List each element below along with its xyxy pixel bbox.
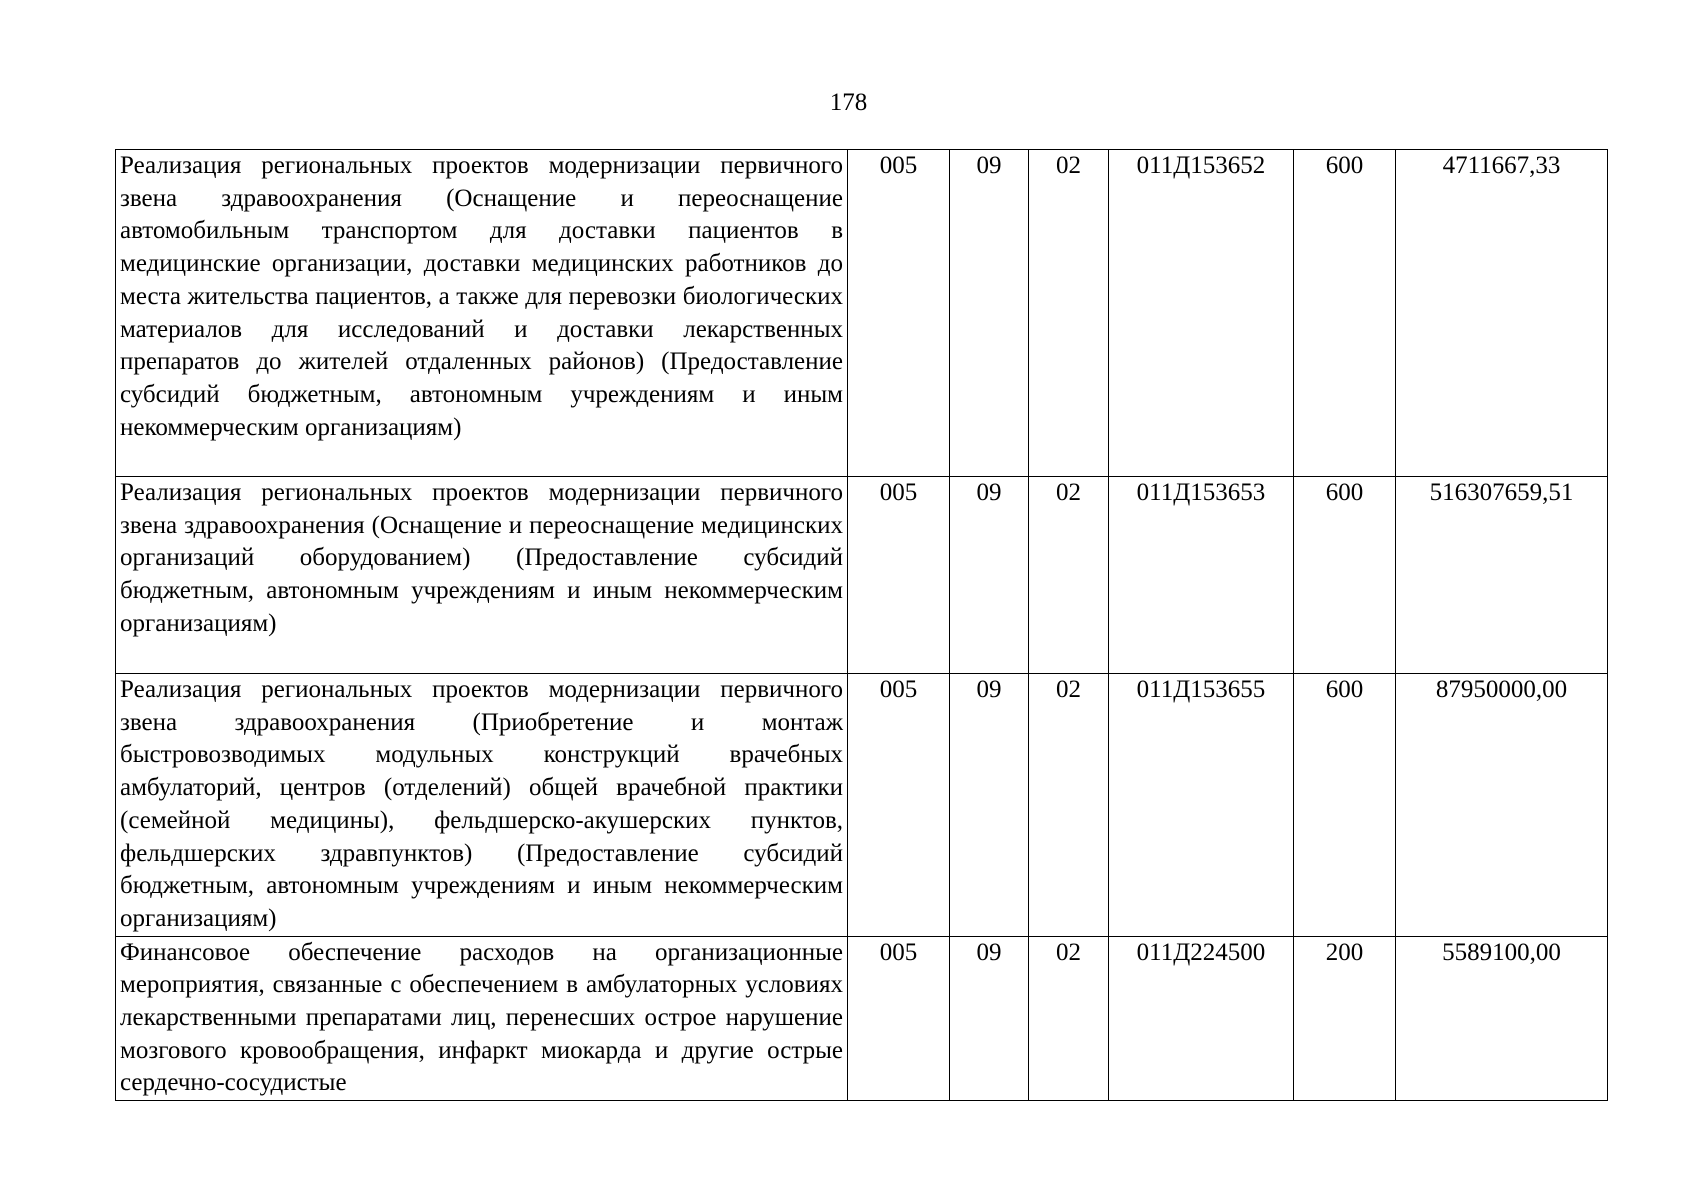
- section-code: 09: [950, 150, 1029, 477]
- section-code: 09: [950, 936, 1029, 1101]
- row-description: Финансовое обеспечение расходов на организационные мероприятия, связанные с обеспечением в амбулаторных условиях лекарственными препаратами лиц, перенесших острое нарушение мозгового кровообращения, инфаркт миокарда и другие острые сердечно-сосудистые: [116, 936, 848, 1101]
- amount: 5589100,00: [1396, 936, 1608, 1101]
- table-row: [116, 936, 1608, 1101]
- ministry-code: 005: [848, 936, 950, 1101]
- table-row: [116, 150, 1608, 477]
- ministry-code: 005: [848, 674, 950, 937]
- row-description: Реализация региональных проектов модернизации первичного звена здравоохранения (Приобретение и монтаж быстровозводимых модульных конструкций врачебных амбулаторий, центров (отделений) общей врачебной практики (семейной медицины), фельдшерско-акушерских пунктов, фельдшерских здравпунктов) (Предоставление субсидий бюджетным, автономным учреждениям и иным некоммерческим организациям): [116, 674, 848, 937]
- section-code: 09: [950, 674, 1029, 937]
- ministry-code: 005: [848, 150, 950, 477]
- amount: 87950000,00: [1396, 674, 1608, 937]
- expense-type-code: 200: [1294, 936, 1396, 1101]
- row-description: Реализация региональных проектов модернизации первичного звена здравоохранения (Оснащение и переоснащение медицинских организаций оборудованием) (Предоставление субсидий бюджетным, автономным учреждениям и иным некоммерческим организациям): [116, 477, 848, 674]
- section-code: 09: [950, 477, 1029, 674]
- table-row: [116, 477, 1608, 674]
- target-article-code: 011Д224500: [1109, 936, 1294, 1101]
- expense-type-code: 600: [1294, 150, 1396, 477]
- subsection-code: 02: [1029, 150, 1109, 477]
- target-article-code: 011Д153655: [1109, 674, 1294, 937]
- expense-type-code: 600: [1294, 477, 1396, 674]
- row-description: Реализация региональных проектов модернизации первичного звена здравоохранения (Оснащение и переоснащение автомобильным транспортом для доставки пациентов в медицинские организации, доставки медицинских работников до места жительства пациентов, а также для перевозки биологических материалов для исследований и доставки лекарственных препаратов до жителей отдаленных районов) (Предоставление субсидий бюджетным, автономным учреждениям и иным некоммерческим организациям): [116, 150, 848, 477]
- subsection-code: 02: [1029, 674, 1109, 937]
- target-article-code: 011Д153652: [1109, 150, 1294, 477]
- budget-table: [115, 149, 1608, 1101]
- page-number: 178: [829, 89, 868, 116]
- subsection-code: 02: [1029, 477, 1109, 674]
- subsection-code: 02: [1029, 936, 1109, 1101]
- expense-type-code: 600: [1294, 674, 1396, 937]
- target-article-code: 011Д153653: [1109, 477, 1294, 674]
- amount: 4711667,33: [1396, 150, 1608, 477]
- ministry-code: 005: [848, 477, 950, 674]
- amount: 516307659,51: [1396, 477, 1608, 674]
- table-row: [116, 674, 1608, 937]
